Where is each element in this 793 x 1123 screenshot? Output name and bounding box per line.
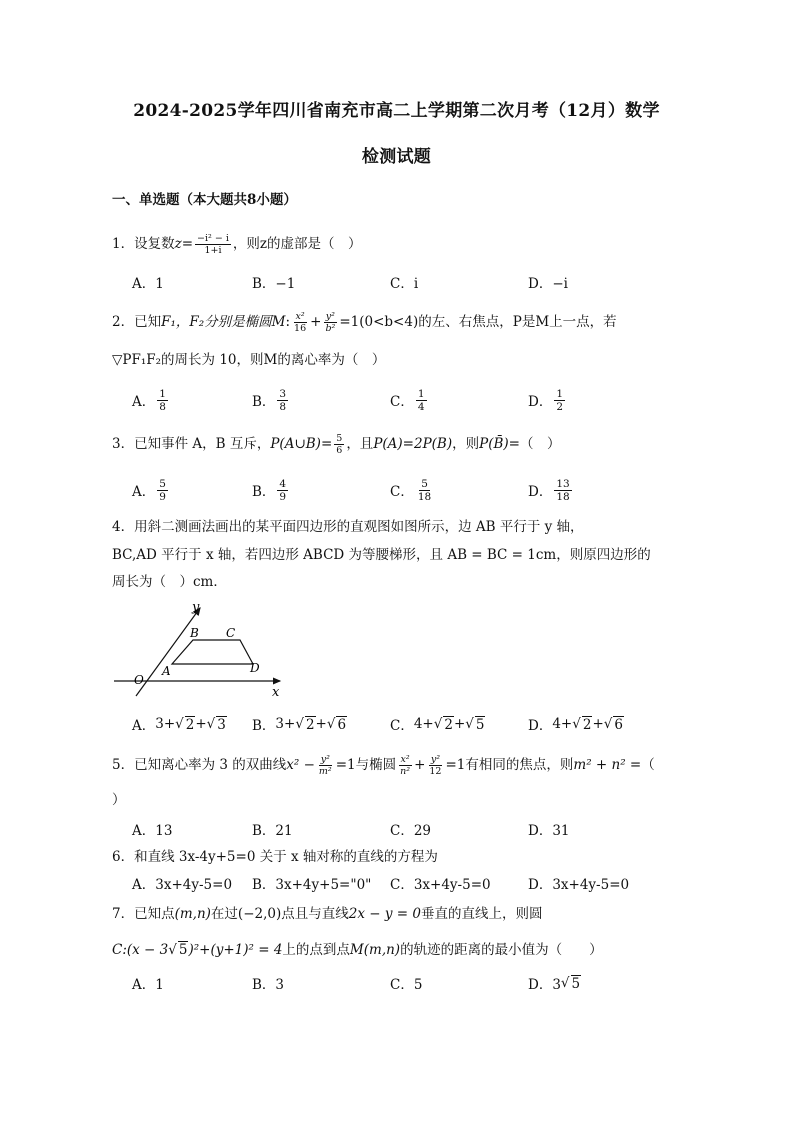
q3-option-c[interactable] [390, 475, 435, 505]
q2-ellipse-m: M [271, 314, 286, 330]
q4-d-r2: 6 [614, 716, 623, 733]
q2-a-frac [157, 388, 168, 413]
q2-frac-y [323, 311, 337, 334]
q2-b-frac [277, 388, 288, 413]
q1-den: 1+i [204, 245, 222, 256]
q4-c-label: C． [390, 718, 414, 734]
question-4-line2: BC,AD 平行于 x 轴，若四边形 ABCD 为等腰梯形，且 AB = BC = 1cm，则原四边形的 [112, 547, 651, 563]
q7-circle-c: C: [112, 942, 127, 958]
q2-c-num: 1 [417, 387, 425, 400]
q4-option-a[interactable]: A． 3+ √ 2 + √ 3 [132, 716, 226, 734]
q1-option-d[interactable]: D．−i [528, 276, 568, 292]
q4-c-pre: 4+ [413, 716, 434, 732]
q1-fraction [195, 233, 231, 256]
q7-circle-rhs: )²+(y+1)² = 4 [188, 942, 283, 958]
label-d: D [250, 661, 260, 675]
q2-text-a: 2．已知 [112, 314, 162, 330]
q7-option-a[interactable]: A．1 [132, 977, 164, 993]
q2-d-frac [554, 388, 565, 413]
q1-option-c[interactable]: C．i [390, 276, 419, 292]
q2-a-den: 8 [159, 400, 166, 413]
q3-c-frac [416, 478, 433, 503]
q7-option-b[interactable]: B．3 [252, 977, 285, 993]
q3-a-den: 9 [159, 490, 166, 503]
q1-z: z [174, 236, 182, 252]
question-4-line1: 4．用斜二测画法画出的某平面四边形的直观图如图所示，边 AB 平行于 y 轴， [112, 519, 584, 535]
q4-b-label: B． [252, 718, 276, 734]
q7-text-f: 的轨迹的距离的最小值为（ ） [400, 942, 603, 958]
question-4-line3: 周长为（ ）cm． [112, 574, 227, 590]
question-2-line1: 2．已知F₁，F₂分别是椭圆M: $\frac{\text{x²}}{16}$ + $\frac{\text{y²}}{\text{b²}}$ =1(0<b<4)的左、右焦点，P是M上一点，若 [112, 311, 617, 334]
q4-options [132, 709, 692, 739]
q4-b-r2: 6 [337, 716, 347, 733]
q5-enum1: x² [400, 754, 410, 765]
q5-option-a[interactable]: A．13 [132, 823, 173, 839]
q3-option-a[interactable] [132, 475, 170, 505]
q3-num: 5 [336, 433, 343, 444]
q3-b-label: B． [252, 484, 276, 500]
q5-enum2: y² [430, 754, 441, 765]
q2-b-num: 3 [279, 387, 287, 400]
q7-option-c[interactable]: C．5 [390, 977, 423, 993]
q2-a-num: 1 [159, 387, 166, 400]
q3-text-e: ，则 [452, 436, 480, 452]
question-6: 6．和直线 3x-4y+5=0 关于 x 轴对称的直线的方程为 [112, 849, 438, 865]
y-axis [136, 608, 200, 696]
q5-option-b[interactable]: B．21 [252, 823, 293, 839]
q4-d-r1: 2 [582, 716, 592, 733]
q4-a-r2: 3 [217, 716, 226, 733]
q4-option-b[interactable]: B． 3+ √ 2 + √ 6 [252, 716, 347, 734]
q7-text-e: 点且与直线 [281, 906, 349, 922]
q3-c-label: C． [390, 484, 414, 500]
q4-a-pre: 3+ [155, 716, 176, 732]
q5-option-d[interactable]: D．31 [528, 823, 570, 839]
q4-c-mid: + [453, 716, 466, 732]
q2-16: 16 [294, 323, 307, 334]
q5-eend: =1 [445, 757, 466, 773]
q5-hnum: y² [320, 754, 330, 765]
q4-option-c[interactable]: C． 4+ √ 2 + √ 5 [390, 716, 485, 734]
q7-options [132, 968, 692, 998]
q5-ellipse-frac2 [427, 754, 443, 777]
q2-x2: x² [295, 311, 305, 322]
q4-b-pre: 3+ [275, 716, 296, 732]
q4-d-pre: 4+ [552, 716, 573, 732]
q3-text-g: （ ） [519, 436, 561, 452]
q3-d-frac [554, 478, 571, 503]
q3-option-b[interactable] [252, 475, 290, 505]
q7-text-g: 垂直的直线上，则圆 [420, 906, 543, 922]
q3-text-c: ，且 [346, 436, 374, 452]
q7-text-c: 在过 [210, 906, 238, 922]
q2-d-num: 1 [556, 387, 564, 400]
q1-eq: = [181, 236, 194, 252]
q4-a-mid: + [195, 716, 207, 732]
q2-options [132, 385, 692, 415]
section-heading: 一、单选题（本大题共8小题） [112, 192, 297, 208]
question-5-line1 [112, 754, 655, 777]
q4-option-d[interactable]: D． 4+ √ 2 + √ 6 [528, 716, 623, 734]
label-y: y [192, 600, 200, 615]
q3-complement: P(B̄)= [479, 436, 520, 452]
q7-d-root: 5 [571, 975, 581, 992]
q5-text-c: 有相同的焦点，则 [465, 757, 574, 773]
q3-b-num: 4 [279, 477, 287, 490]
q7-point-m: M(m,n) [349, 942, 401, 958]
q7-circle-lhs: (x − 3 [126, 942, 169, 958]
question-1 [112, 233, 362, 256]
exam-title-line2: 检测试题 [361, 147, 432, 167]
q4-a-label: A． [132, 718, 156, 734]
q3-union: P(A∪B)= [270, 436, 333, 452]
question-7-line2: C:(x − 3√ 5)²+(y+1)² = 4上的点到点M(m,n)的轨迹的距离的最小值为（ ） [112, 942, 603, 958]
q2-ellipse-tail: =1(0<b<4) [339, 314, 419, 330]
q3-relation: P(A)=2P(B) [373, 436, 453, 452]
exam-title-line1: 2024-2025学年四川省南充市高二上学期第二次月考（12月）数学 [133, 101, 660, 121]
q5-eden2: 12 [429, 766, 442, 777]
question-2-line2: ▽PF₁F₂的周长为 10，则M的离心率为（ ） [112, 352, 386, 368]
q5-hyperbola-frac [317, 754, 334, 777]
q2-b2: b² [325, 323, 336, 334]
q5-eden1: n² [400, 766, 411, 777]
q4-d-mid: + [592, 716, 604, 732]
q5-text-b: 与椭圆 [355, 757, 397, 773]
q3-frac [334, 433, 344, 456]
q2-frac-x [292, 311, 308, 334]
q7-text-a: 7．已知点 [112, 906, 175, 922]
q2-option-d[interactable] [528, 385, 567, 415]
q2-c-frac [416, 388, 427, 413]
q5-hx: x² − [286, 757, 315, 773]
q3-options [132, 475, 692, 505]
q2-option-c[interactable] [390, 385, 429, 415]
q5-expression: m² + n² = [573, 757, 642, 773]
label-b: B [190, 626, 199, 640]
question-3 [112, 433, 560, 456]
q4-d-label: D． [528, 718, 553, 734]
q5-ellipse-frac1 [398, 754, 412, 777]
q1-options [132, 267, 692, 297]
q5-option-c[interactable]: C．29 [390, 823, 432, 839]
q2-option-b[interactable] [252, 385, 290, 415]
q3-den: 6 [336, 445, 343, 456]
q2-c-den: 4 [417, 400, 425, 413]
q7-point: (m,n) [174, 906, 211, 922]
q1-option-a[interactable]: A．1 [132, 276, 164, 292]
label-c: C [226, 626, 236, 640]
q4-c-r1: 2 [444, 716, 453, 733]
q2-d-den: 2 [556, 400, 564, 413]
label-o: O [134, 673, 144, 687]
q3-a-num: 5 [159, 477, 166, 490]
q2-d-label: D． [528, 394, 553, 410]
q5-options [132, 814, 692, 844]
q5-hden: m² [318, 766, 332, 777]
q6-options [132, 868, 692, 898]
q4-b-r1: 2 [305, 716, 315, 733]
q2-y2: y² [325, 311, 335, 322]
q1-suffix: ，则z的虚部是（ ） [232, 236, 362, 252]
question-7-line1 [112, 904, 542, 924]
q1-num: −i² − i [197, 233, 229, 244]
q2-text-d: P是M上一点，若 [512, 314, 617, 330]
q3-d-den: 18 [556, 490, 570, 503]
q7-option-d[interactable]: D．3 √ 5 [528, 975, 581, 993]
q7-line-eq: 2x − y = 0 [348, 906, 421, 922]
q7-d-text: D．3 [528, 977, 561, 993]
q4-a-r1: 2 [185, 716, 195, 733]
q3-d-num: 13 [556, 477, 570, 490]
q3-option-d[interactable] [528, 475, 574, 505]
oblique-projection-diagram [112, 596, 292, 706]
q3-b-den: 9 [279, 490, 287, 503]
question-5-line2: ） [112, 792, 126, 808]
q7-circle-root: 5 [178, 942, 188, 958]
q5-hend: =1 [335, 757, 356, 773]
q3-text-a: 3．已知事件 A，B 互斥， [112, 436, 271, 452]
q6-option-d[interactable]: D．3x+4y-5=0 [528, 877, 630, 893]
label-a: A [162, 664, 171, 678]
q1-prefix: 1．设复数 [112, 236, 175, 252]
q2-b-den: 8 [279, 400, 287, 413]
q6-option-c[interactable]: C．3x+4y-5=0 [390, 877, 491, 893]
q2-b-label: B． [252, 394, 276, 410]
q3-b-frac [277, 478, 288, 503]
q2-text-b: F₁，F₂分别是椭圆 [161, 314, 272, 330]
trapezoid-abcd [172, 640, 253, 664]
q2-text-c: 的左、右焦点， [418, 314, 513, 330]
q4-c-r2: 5 [475, 716, 485, 733]
q7-fixed-point: (−2,0) [237, 906, 282, 922]
q3-c-den: 18 [417, 490, 432, 503]
q2-a-label: A． [132, 394, 156, 410]
q6-option-b[interactable]: B．3x+4y+5="0" [252, 877, 372, 893]
q3-d-label: D． [528, 484, 553, 500]
label-x: x [272, 685, 280, 700]
q3-a-frac [157, 478, 168, 503]
q3-a-label: A． [132, 484, 156, 500]
q1-option-b[interactable]: B．−1 [252, 276, 296, 292]
q5-plus: + [414, 757, 426, 773]
q2-option-a[interactable] [132, 385, 170, 415]
q5-text-a: 5．已知离心率为 3 的双曲线 [112, 757, 287, 773]
q5-open-paren: （ [641, 757, 655, 773]
q7-text-d: 上的点到点 [282, 942, 350, 958]
q3-c-num: 5 [421, 477, 428, 490]
q4-b-mid: + [315, 716, 327, 732]
q2-c-label: C． [390, 394, 414, 410]
q6-option-a[interactable]: A．3x+4y-5=0 [132, 877, 233, 893]
